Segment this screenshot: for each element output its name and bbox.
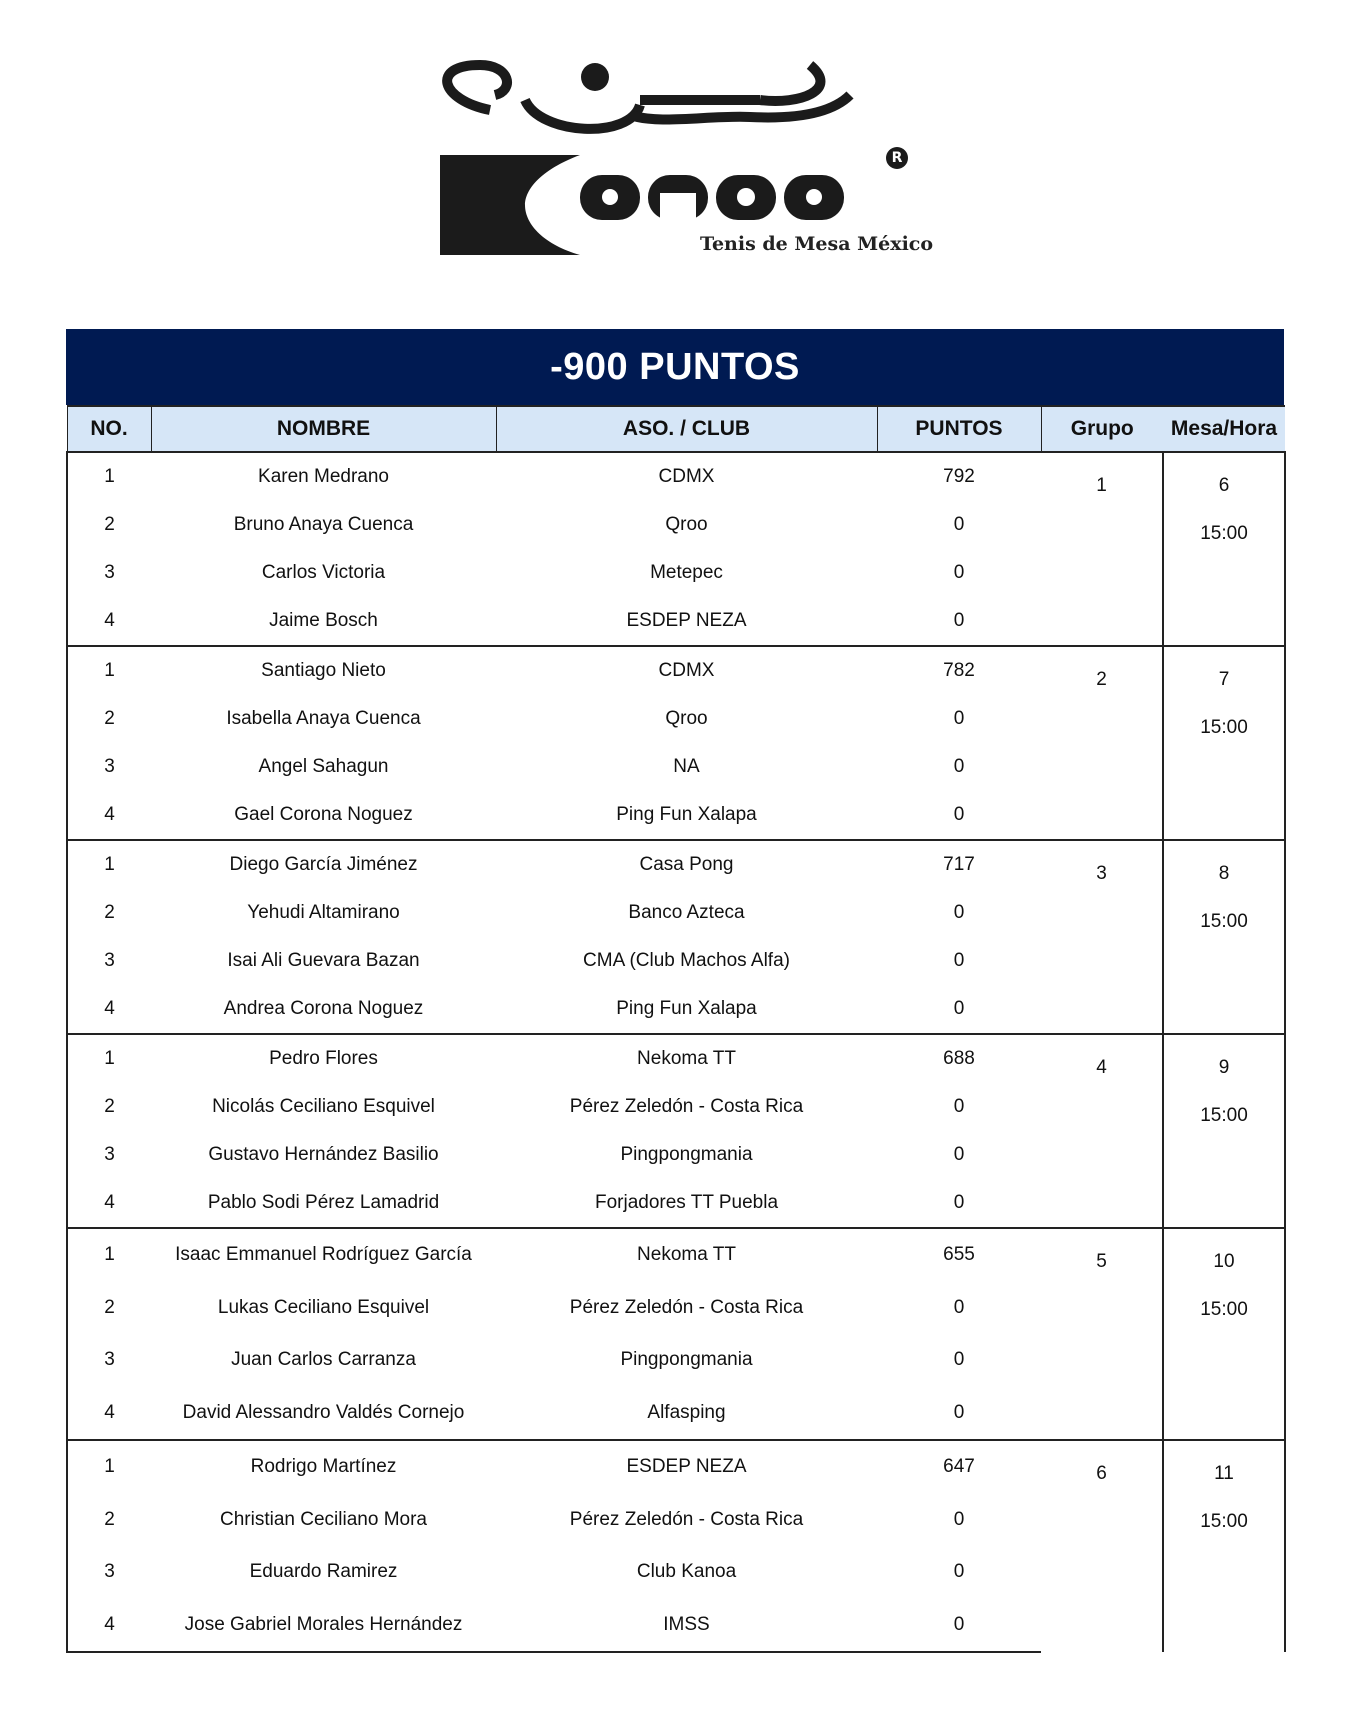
player-name: Nicolás Ceciliano Esquivel (212, 1096, 435, 1117)
mesa-hora-cell (1163, 452, 1285, 646)
player-club: IMSS (496, 1599, 877, 1653)
kanoa-logo (430, 55, 934, 270)
player-club: Club Kanoa (636, 1561, 737, 1583)
player-name: Gael Corona Noguez (234, 804, 413, 825)
group-number-cell (1041, 1228, 1163, 1440)
table-row (67, 1440, 1285, 1494)
player-name: Carlos Victoria (261, 562, 386, 583)
player-points: 0 (953, 804, 965, 825)
player-points: 0 (877, 1599, 1041, 1653)
player-points: 0 (953, 610, 965, 631)
header-no: NO. (67, 406, 151, 452)
player-name: Bruno Anaya Cuenca (233, 514, 414, 535)
player-points: 0 (953, 1561, 965, 1583)
player-name: Isabella Anaya Cuenca (226, 708, 421, 729)
player-points: 0 (953, 756, 965, 777)
table-row (67, 840, 1285, 889)
player-name: Pablo Sodi Pérez Lamadrid (207, 1192, 440, 1213)
player-points: 0 (953, 1401, 965, 1423)
player-club: Alfasping (647, 1401, 726, 1423)
player-name: Jaime Bosch (269, 610, 378, 631)
match-time: 15:00 (1200, 911, 1248, 932)
group-number: 6 (1096, 1463, 1107, 1484)
table-number: 11 (1214, 1463, 1234, 1484)
player-club: Pingpongmania (620, 1349, 753, 1371)
player-points: 0 (953, 1296, 965, 1318)
player-no: 3 (67, 937, 151, 985)
player-no: 1 (67, 1440, 151, 1494)
player-name: Isai Ali Guevara Bazan (227, 950, 420, 971)
player-no: 3 (67, 743, 151, 791)
player-no: 3 (67, 1334, 151, 1387)
registered-mark: R (886, 147, 908, 169)
player-name: Karen Medrano (151, 452, 496, 501)
player-club: Forjadores TT Puebla (594, 1192, 779, 1213)
player-points: 0 (953, 1349, 965, 1371)
player-club: Banco Azteca (628, 902, 745, 923)
player-club: CDMX (496, 452, 877, 501)
player-no: 2 (67, 501, 151, 549)
player-club: Ping Fun Xalapa (616, 804, 757, 825)
player-name: Pedro Flores (151, 1034, 496, 1083)
player-points: 655 (877, 1228, 1041, 1282)
table-number: 10 (1213, 1251, 1235, 1272)
player-club: Metepec (650, 562, 723, 583)
player-name: Santiago Nieto (151, 646, 496, 695)
player-no: 1 (67, 1034, 151, 1083)
match-time: 15:00 (1200, 717, 1248, 738)
player-no: 4 (67, 1599, 151, 1653)
player-no: 2 (67, 695, 151, 743)
header-row (67, 406, 1285, 452)
group-number-cell (1041, 646, 1163, 840)
table-number: 6 (1218, 475, 1230, 496)
player-club: CMA (Club Machos Alfa) (583, 950, 790, 971)
groups-table (66, 405, 1286, 1653)
table-row (67, 1034, 1285, 1083)
standings-table-wrap (66, 329, 1284, 1653)
player-name: Diego García Jiménez (151, 840, 496, 889)
header-grupo: Grupo (1041, 406, 1163, 452)
player-no: 4 (67, 1387, 151, 1441)
player-points: 782 (877, 646, 1041, 695)
player-no: 2 (67, 889, 151, 937)
logo-tagline: Tenis de Mesa México (700, 233, 934, 255)
player-name: Isaac Emmanuel Rodríguez García (151, 1228, 496, 1282)
player-name: Rodrigo Martínez (151, 1440, 496, 1494)
player-name: Eduardo Ramirez (249, 1561, 398, 1583)
player-points: 0 (953, 562, 965, 583)
player-club: Pérez Zeledón - Costa Rica (569, 1296, 804, 1318)
player-name: Yehudi Altamirano (247, 902, 400, 923)
player-club: Qroo (665, 514, 708, 535)
player-no: 1 (67, 1228, 151, 1282)
player-club: Pingpongmania (620, 1144, 753, 1165)
player-name: Andrea Corona Noguez (223, 998, 424, 1019)
player-points: 0 (953, 514, 965, 535)
player-no: 2 (67, 1083, 151, 1131)
player-name: Juan Carlos Carranza (231, 1349, 416, 1371)
player-points: 0 (953, 950, 965, 971)
group-number: 4 (1096, 1057, 1107, 1078)
player-club: Pérez Zeledón - Costa Rica (569, 1096, 804, 1117)
player-club: ESDEP NEZA (626, 610, 747, 631)
player-club: NA (673, 756, 700, 777)
group-number: 2 (1096, 669, 1107, 690)
group-number-cell (1041, 840, 1163, 1034)
player-no: 4 (67, 1179, 151, 1228)
player-club: Ping Fun Xalapa (616, 998, 757, 1019)
player-no: 2 (67, 1282, 151, 1335)
mesa-hora-cell (1163, 1034, 1285, 1228)
player-club: Pérez Zeledón - Costa Rica (569, 1508, 804, 1530)
player-name: Angel Sahagun (258, 756, 389, 777)
mesa-hora-cell (1163, 646, 1285, 840)
table-number: 7 (1218, 669, 1230, 690)
player-points: 792 (877, 452, 1041, 501)
group-number-cell (1041, 1440, 1163, 1652)
player-club: Casa Pong (496, 840, 877, 889)
player-no: 4 (67, 985, 151, 1034)
mesa-hora-cell (1163, 1228, 1285, 1440)
mesa-hora-cell (1163, 1440, 1285, 1652)
player-name: David Alessandro Valdés Cornejo (182, 1401, 465, 1423)
table-row (67, 1228, 1285, 1282)
player-points: 0 (953, 1192, 965, 1213)
player-points: 0 (953, 1096, 965, 1117)
player-no: 2 (67, 1494, 151, 1547)
player-no: 3 (67, 549, 151, 597)
player-points: 0 (953, 998, 965, 1019)
player-no: 3 (67, 1131, 151, 1179)
match-time: 15:00 (1200, 1299, 1248, 1320)
group-number-cell (1041, 452, 1163, 646)
table-title: -900 PUNTOS (66, 329, 1284, 405)
table-number: 8 (1218, 863, 1230, 884)
player-club: Qroo (665, 708, 708, 729)
player-club: Nekoma TT (496, 1228, 877, 1282)
header-club: ASO. / CLUB (496, 406, 877, 452)
player-points: 0 (953, 708, 965, 729)
table-body (67, 452, 1285, 1652)
table-row (67, 452, 1285, 501)
player-points: 0 (953, 902, 965, 923)
player-points: 0 (953, 1144, 965, 1165)
player-no: 4 (67, 597, 151, 646)
match-time: 15:00 (1200, 523, 1248, 544)
header-puntos: PUNTOS (877, 406, 1041, 452)
group-number-cell (1041, 1034, 1163, 1228)
player-no: 4 (67, 791, 151, 840)
player-name: Lukas Ceciliano Esquivel (217, 1296, 430, 1318)
player-no: 1 (67, 452, 151, 501)
table-row (67, 646, 1285, 695)
player-no: 1 (67, 646, 151, 695)
group-number: 5 (1096, 1251, 1107, 1272)
player-name: Gustavo Hernández Basilio (208, 1144, 439, 1165)
player-club: Nekoma TT (496, 1034, 877, 1083)
player-club: CDMX (496, 646, 877, 695)
match-time: 15:00 (1200, 1105, 1248, 1126)
player-club: ESDEP NEZA (496, 1440, 877, 1494)
player-points: 647 (877, 1440, 1041, 1494)
player-points: 0 (953, 1508, 965, 1530)
mesa-hora-cell (1163, 840, 1285, 1034)
player-points: 717 (877, 840, 1041, 889)
table-number: 9 (1218, 1057, 1230, 1078)
group-number: 1 (1096, 475, 1107, 496)
player-name: Jose Gabriel Morales Hernández (151, 1599, 496, 1653)
header-mesa-hora: Mesa/Hora (1163, 406, 1285, 452)
group-number: 3 (1096, 863, 1107, 884)
match-time: 15:00 (1200, 1511, 1248, 1532)
player-points: 688 (877, 1034, 1041, 1083)
player-no: 3 (67, 1546, 151, 1599)
player-name: Christian Ceciliano Mora (220, 1508, 427, 1530)
header-nombre: NOMBRE (151, 406, 496, 452)
player-no: 1 (67, 840, 151, 889)
